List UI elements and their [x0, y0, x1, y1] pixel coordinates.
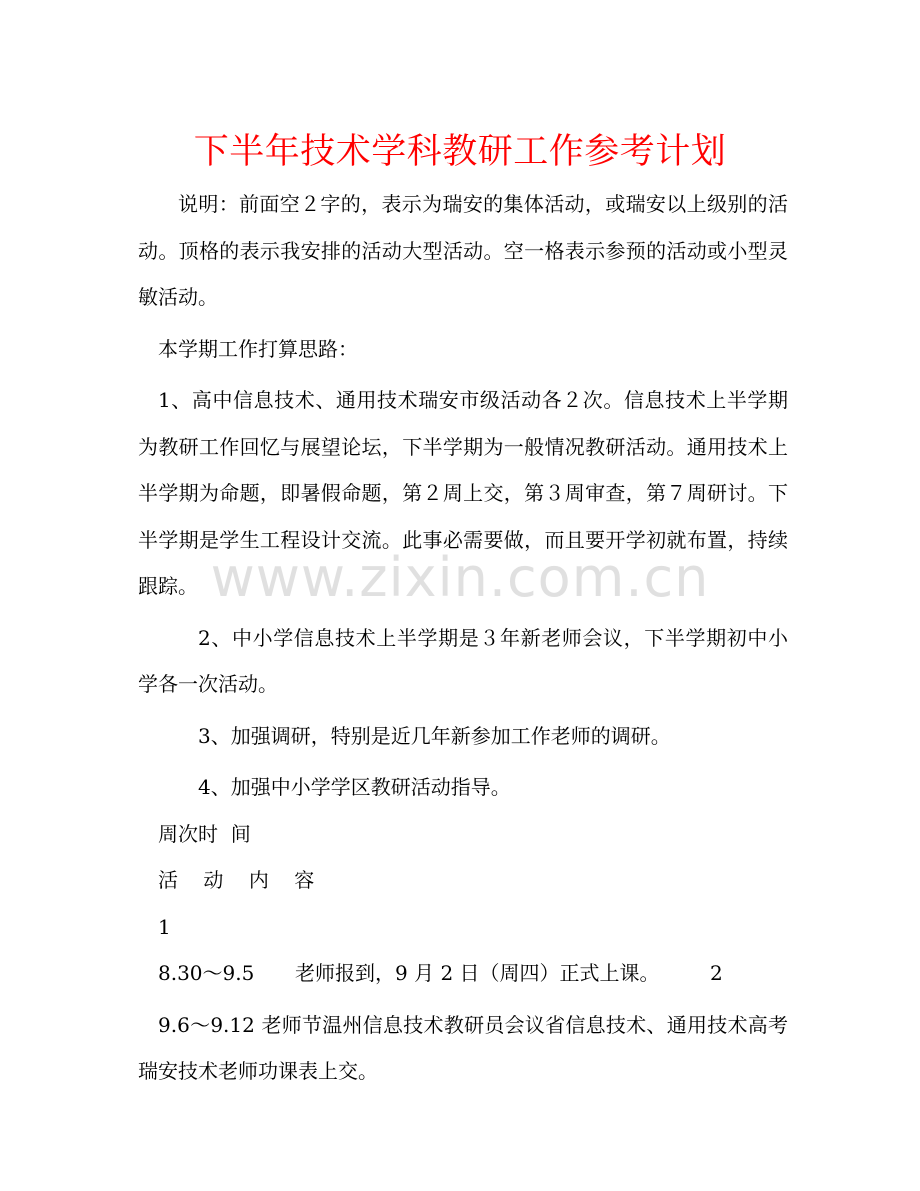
schedule-week1-row	[138, 950, 788, 997]
note-paragraph: 说明：前面空２字的，表示为瑞安的集体活动，或瑞安以上级别的活动。顶格的表示我安排的活动大型活动。空一格表示参预的活动或小型灵敏活动。	[138, 192, 788, 309]
document-body	[138, 181, 788, 1095]
schedule-header-content: 活 动 内 容	[158, 868, 315, 892]
plan-item-1: 1、高中信息技术、通用技术瑞安市级活动各２次。信息技术上半学期为教研工作回忆与展望论坛，下半学期为一般情况教研活动。通用技术上半学期为命题，即暑假命题，第２周上交，第３周审查，第７周研讨。下半学期是学生工程设计交流。此事必需要做，而且要开学初就布置，持续跟踪。	[138, 388, 788, 598]
schedule-week2-number: 2	[710, 961, 723, 985]
schedule-week1-date: 8.30～9.5	[158, 961, 255, 985]
schedule-week1-content: 老师报到，9 月 2 日（周四）正式上课。	[295, 961, 660, 985]
schedule-header-week-time: 周次时 间	[158, 821, 251, 846]
plan-item-3: 3、加强调研，特别是近几年新参加工作老师的调研。	[198, 723, 671, 748]
plan-item-2: 2、中小学信息技术上半学期是３年新老师会议，下半学期初中小学各一次活动。	[138, 625, 788, 696]
plan-item-4: 4、加强中小学学区教研活动指导。	[198, 775, 511, 799]
document-title: 下半年技术学科教研工作参考计划	[193, 132, 727, 172]
schedule-week2-text: 9.6～9.12 老师节温州信息技术教研员会议省信息技术、通用技术高考瑞安技术老师功课表上交。	[138, 1012, 788, 1083]
watermark-text: www.zixin.com.cn	[210, 546, 710, 609]
schedule-week1-number: 1	[158, 914, 171, 939]
plan-intro: 本学期工作打算思路：	[158, 336, 358, 361]
